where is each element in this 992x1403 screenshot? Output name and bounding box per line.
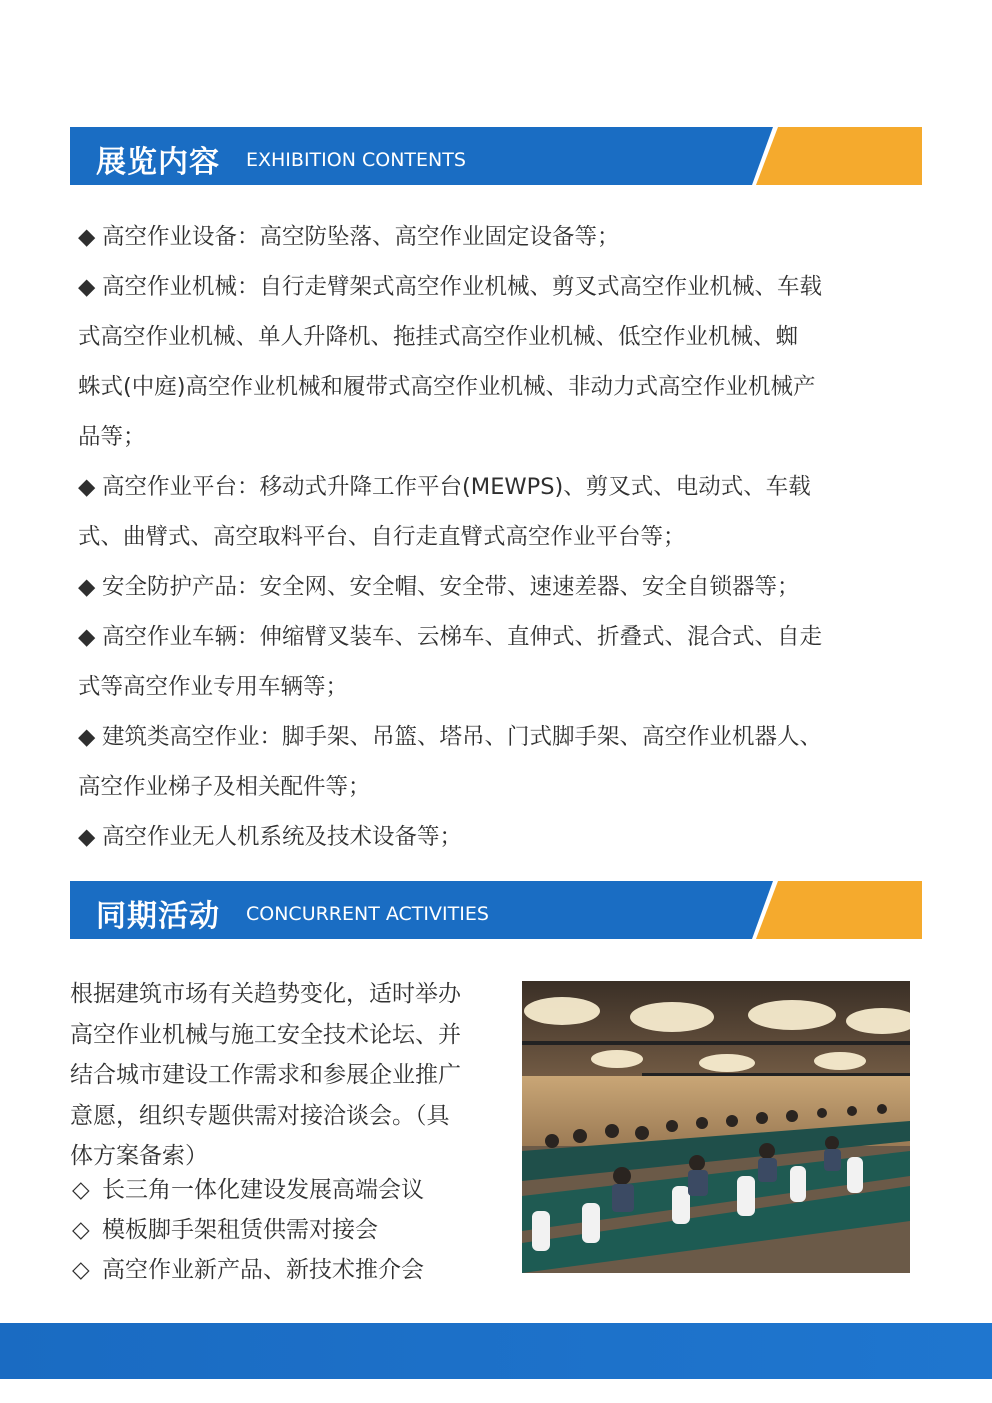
section-title-en: EXHIBITION CONTENTS [246, 149, 466, 171]
exhibition-item [78, 612, 928, 712]
exhibition-item-line [78, 212, 928, 262]
exhibition-item-line [78, 462, 928, 512]
activity-item [72, 1210, 512, 1250]
exhibition-item [78, 262, 928, 462]
exhibition-item-line [78, 762, 928, 812]
diamond-bullet-icon: ◆ [78, 624, 96, 650]
hollow-diamond-icon: ◇ [72, 1257, 90, 1283]
intro-line: 根据建筑市场有关趋势变化，适时举办 [70, 981, 461, 1007]
exhibition-item-text: 高空作业平台：移动式升降工作平台(MEWPS)、剪叉式、电动式、车载 [102, 474, 811, 500]
section-banner-exhibition [70, 127, 922, 185]
section-title-en: CONCURRENT ACTIVITIES [246, 903, 489, 925]
exhibition-list [78, 212, 928, 862]
exhibition-item-line [78, 312, 928, 362]
exhibition-item-text: 品等； [78, 424, 146, 450]
intro-line: 高空作业机械与施工安全技术论坛、并 [70, 1021, 461, 1048]
exhibition-item-text: 式等高空作业专用车辆等； [78, 674, 349, 700]
hollow-diamond-icon: ◇ [72, 1217, 90, 1243]
exhibition-item-text: 高空作业梯子及相关配件等； [78, 774, 371, 800]
conference-photo [522, 981, 910, 1273]
activity-label: 模板脚手架租赁供需对接会 [102, 1217, 378, 1243]
exhibition-item-line [78, 662, 928, 712]
exhibition-item [78, 212, 928, 262]
exhibition-item-line [78, 512, 928, 562]
exhibition-item-text: 高空作业无人机系统及技术设备等； [102, 824, 463, 850]
activities-intro [70, 974, 500, 1177]
footer-bar [0, 1323, 992, 1379]
exhibition-item-line [78, 562, 928, 612]
exhibition-item-text: 建筑类高空作业：脚手架、吊篮、塔吊、门式脚手架、高空作业机器人、 [102, 724, 823, 750]
intro-line: 意愿，组织专题供需对接洽谈会。（具 [70, 1102, 450, 1129]
diamond-bullet-icon: ◆ [78, 474, 96, 500]
exhibition-item-text: 蛛式(中庭)高空作业机械和履带式高空作业机械、非动力式高空作业机械产 [78, 374, 816, 400]
exhibition-item [78, 712, 928, 812]
activity-item [72, 1250, 512, 1290]
diamond-bullet-icon: ◆ [78, 224, 96, 250]
exhibition-item-line [78, 712, 928, 762]
exhibition-item-text: 安全防护产品：安全网、安全帽、安全带、速速差器、安全自锁器等； [102, 574, 800, 600]
exhibition-item-line [78, 612, 928, 662]
exhibition-item-text: 式高空作业机械、单人升降机、拖挂式高空作业机械、低空作业机械、蜘 [78, 324, 799, 350]
exhibition-item-line [78, 812, 928, 862]
section-title-cn: 同期活动 [96, 899, 220, 934]
exhibition-item-text: 高空作业车辆：伸缩臂叉装车、云梯车、直伸式、折叠式、混合式、自走 [102, 624, 823, 650]
exhibition-item-text: 高空作业机械：自行走臂架式高空作业机械、剪叉式高空作业机械、车载 [102, 274, 823, 300]
activity-label: 高空作业新产品、新技术推介会 [102, 1257, 424, 1283]
intro-line: 结合城市建设工作需求和参展企业推广 [70, 1062, 461, 1088]
section-banner-activities [70, 881, 922, 939]
exhibition-item-line [78, 362, 928, 412]
activity-label: 长三角一体化建设发展高端会议 [102, 1177, 424, 1203]
exhibition-item [78, 812, 928, 862]
exhibition-item-text: 高空作业设备：高空防坠落、高空作业固定设备等； [102, 224, 620, 250]
hollow-diamond-icon: ◇ [72, 1177, 90, 1203]
diamond-bullet-icon: ◆ [78, 724, 96, 750]
diamond-bullet-icon: ◆ [78, 824, 96, 850]
exhibition-item [78, 462, 928, 562]
exhibition-item-text: 式、曲臂式、高空取料平台、自行走直臂式高空作业平台等； [78, 524, 686, 550]
section-title-cn: 展览内容 [96, 145, 220, 180]
activities-list [72, 1170, 512, 1290]
conference-hall-illustration [522, 981, 910, 1273]
exhibition-item [78, 562, 928, 612]
intro-line: 体方案备索） [70, 1143, 208, 1169]
diamond-bullet-icon: ◆ [78, 574, 96, 600]
diamond-bullet-icon: ◆ [78, 274, 96, 300]
exhibition-item-line [78, 412, 928, 462]
exhibition-item-line [78, 262, 928, 312]
activity-item [72, 1170, 512, 1210]
